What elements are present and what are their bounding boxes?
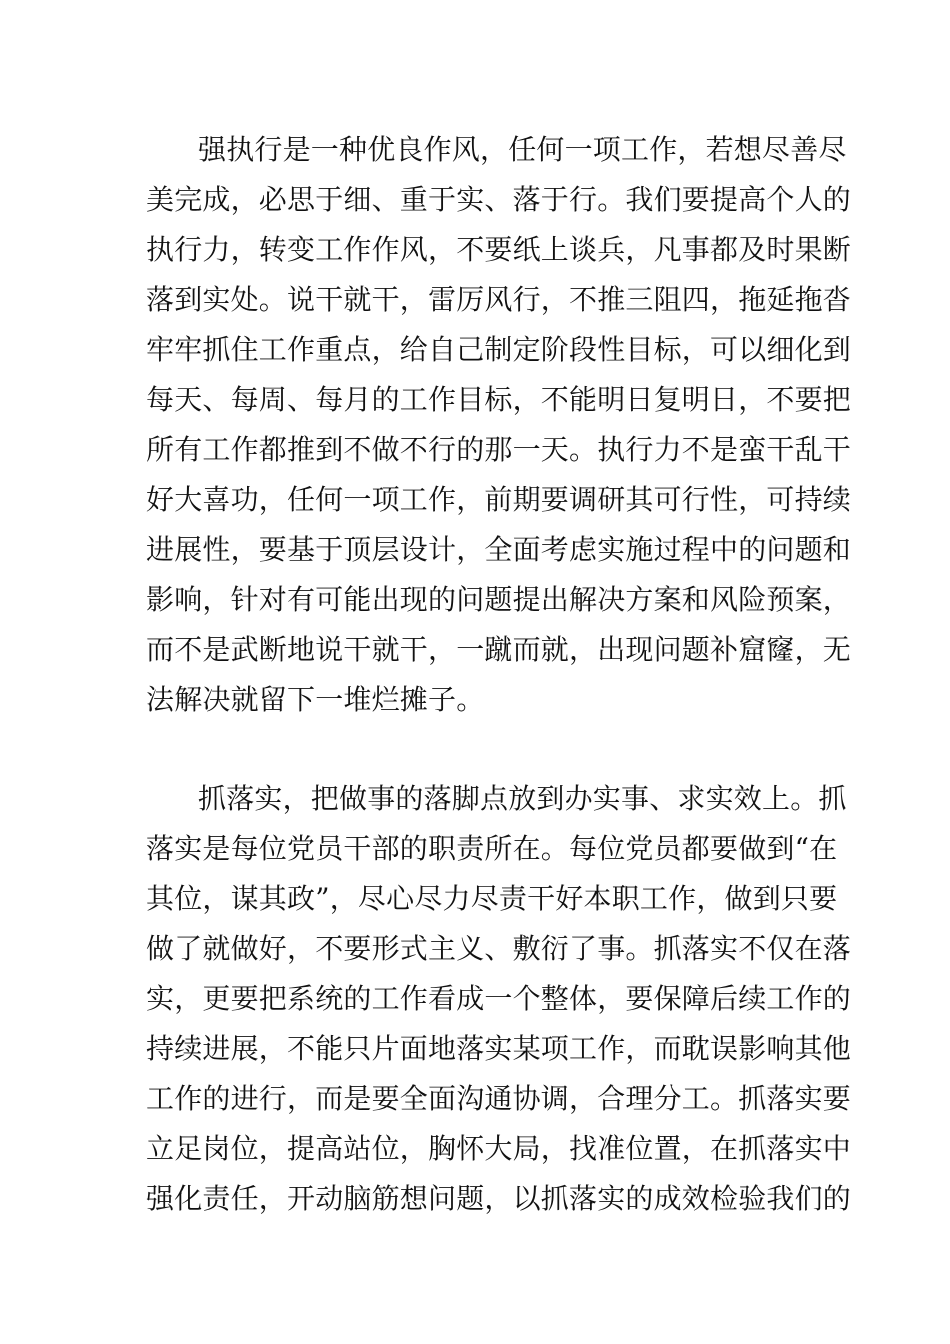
text-line: 强执行是一种优良作风，任何一项工作，若想尽善尽 <box>198 133 847 166</box>
text-line: 美完成，必思于细、重于实、落于行。我们要提高个人的 <box>146 183 852 216</box>
text-line: 立足岗位，提高站位，胸怀大局，找准位置，在抓落实中 <box>146 1132 852 1165</box>
text-line: 做了就做好，不要形式主义、敷衍了事。抓落实不仅在落 <box>146 932 852 965</box>
text-line: 每天、每周、每月的工作目标，不能明日复明日，不要把 <box>146 383 852 416</box>
text-line: 进展性，要基于顶层设计，全面考虑实施过程中的问题和 <box>146 533 852 566</box>
text-line: 抓落实，把做事的落脚点放到办实事、求实效上。抓 <box>198 782 847 815</box>
text-line: 牢牢抓住工作重点，给自己制定阶段性目标，可以细化到 <box>146 333 852 366</box>
text-line: 好大喜功，任何一项工作，前期要调研其可行性，可持续 <box>146 483 852 516</box>
text-line: 持续进展，不能只片面地落实某项工作，而耽误影响其他 <box>146 1032 852 1065</box>
text-line: 落实是每位党员干部的职责所在。每位党员都要做到“在 <box>146 832 838 865</box>
text-line: 强化责任，开动脑筋想问题，以抓落实的成效检验我们的 <box>146 1182 852 1215</box>
text-line: 实，更要把系统的工作看成一个整体，要保障后续工作的 <box>146 982 852 1015</box>
text-line: 而不是武断地说干就干，一蹴而就，出现问题补窟窿，无 <box>146 633 852 666</box>
text-line: 法解决就留下一堆烂摊子。 <box>146 683 485 716</box>
text-line: 执行力，转变工作作风，不要纸上谈兵，凡事都及时果断 <box>146 233 852 266</box>
text-line: 所有工作都推到不做不行的那一天。执行力不是蛮干乱干 <box>146 433 852 466</box>
text-line: 工作的进行，而是要全面沟通协调，合理分工。抓落实要 <box>146 1082 852 1115</box>
text-line: 落到实处。说干就干，雷厉风行，不推三阻四，拖延拖沓 <box>146 283 852 316</box>
text-line: 影响，针对有可能出现的问题提出解决方案和风险预案， <box>146 583 852 616</box>
text-line: 其位，谋其政”，尽心尽力尽责干好本职工作，做到只要 <box>146 882 838 915</box>
